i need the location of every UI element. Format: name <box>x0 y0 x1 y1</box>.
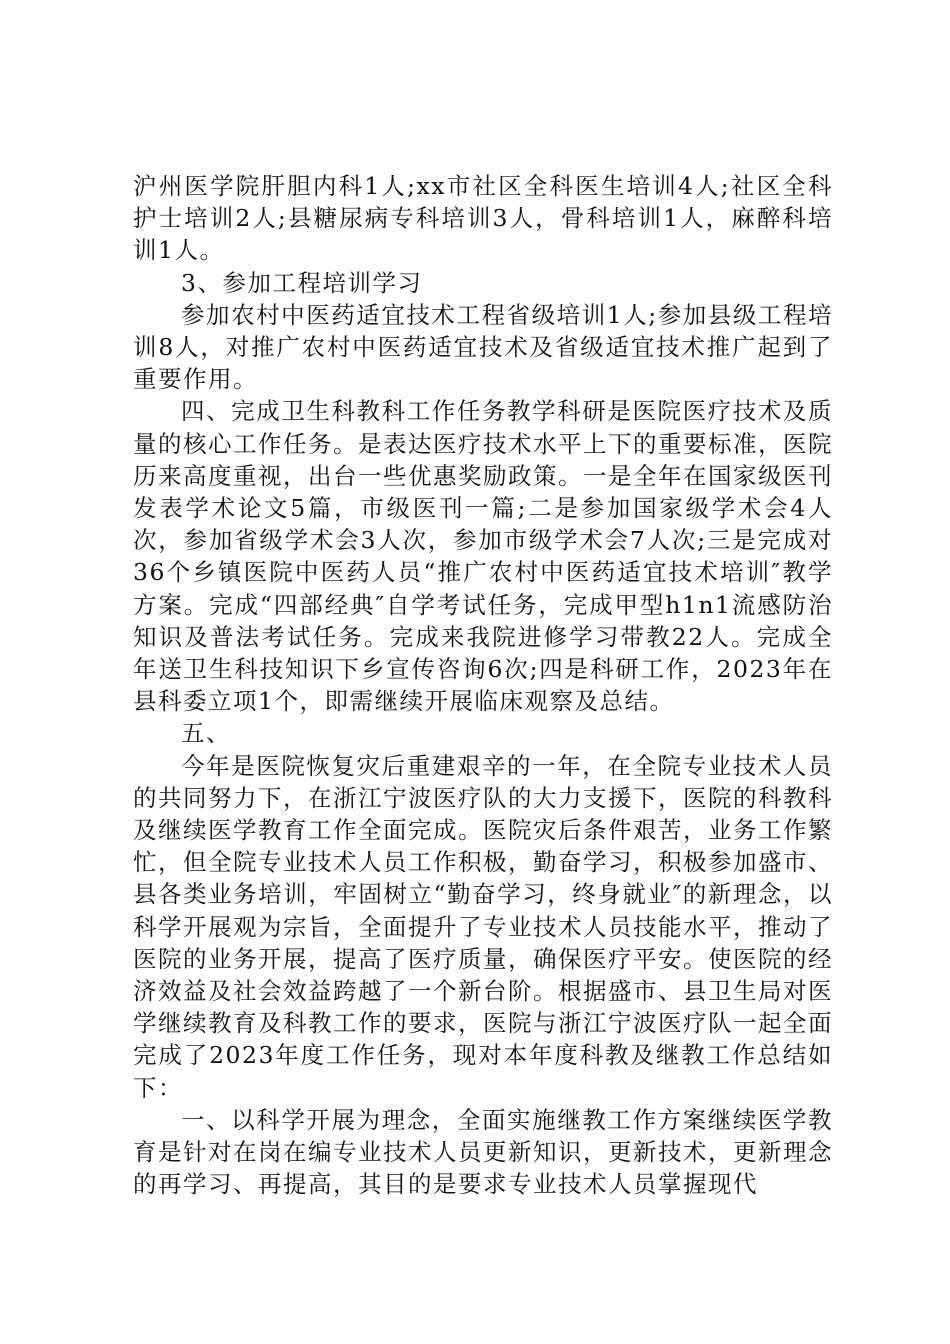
paragraph-4: 四、完成卫生科教科工作任务教学科研是医院医疗技术及质量的核心工作任务。是表达医疗技术水平上下的重要标准，医院历来高度重视，出台一些优惠奖励政策。一是全年在国家级医刊发表学术论文5篇，市级医刊一篇;二是参加国家级学术会4人次，参加省级学术会3人次，参加市级学术会7人次;三是完成对36个乡镇医院中医药人员“推广农村中医药适宜技术培训″教学方案。完成“四部经典″自学考试任务，完成甲型h1n1流感防治知识及普法考试任务。完成来我院进修学习带教22人。完成全年送卫生科技知识下乡宣传咨询6次;四是科研工作，2023年在县科委立项1个，即需继续开展临床观察及总结。 <box>133 397 833 716</box>
paragraph-1: 沪州医学院肝胆内科1人;xx市社区全科医生培训4人;社区全科护士培训2人;县糖尿病专科培训3人，骨科培训1人，麻醉科培训1人。 <box>133 172 833 265</box>
paragraph-5: 五、 <box>181 719 231 748</box>
paragraph-7: 一、以科学开展为理念，全面实施继教工作方案继续医学教育是针对在岗在编专业技术人员更新知识，更新技术，更新理念的再学习、再提高，其目的是要求专业技术人员掌握现代 <box>133 1105 833 1199</box>
paragraph-6: 今年是医院恢复灾后重建艰辛的一年，在全院专业技术人员的共同努力下，在浙江宁波医疗队的大力支援下，医院的科教科及继续医学教育工作全面完成。医院灾后条件艰苦，业务工作繁忙，但全院专业技术人员工作积极，勤奋学习，积极参加盛市、县各类业务培训，牢固树立“勤奋学习，终身就业″的新理念，以科学开展观为宗旨，全面提升了专业技术人员技能水平，推动了医院的业务开展，提高了医疗质量，确保医疗平安。使医院的经济效益及社会效益跨越了一个新台阶。根据盛市、县卫生局对医学继续教育及科教工作的要求，医院与浙江宁波医疗队一起全面完成了2023年度工作任务，现对本年度科教及继教工作总结如下： <box>133 751 833 1102</box>
paragraph-2: 3、参加工程培训学习 <box>181 268 423 297</box>
document-body <box>133 170 833 1201</box>
paragraph-3: 参加农村中医药适宜技术工程省级培训1人;参加县级工程培训8人，对推广农村中医药适宜技术及省级适宜技术推广起到了重要作用。 <box>133 300 833 394</box>
